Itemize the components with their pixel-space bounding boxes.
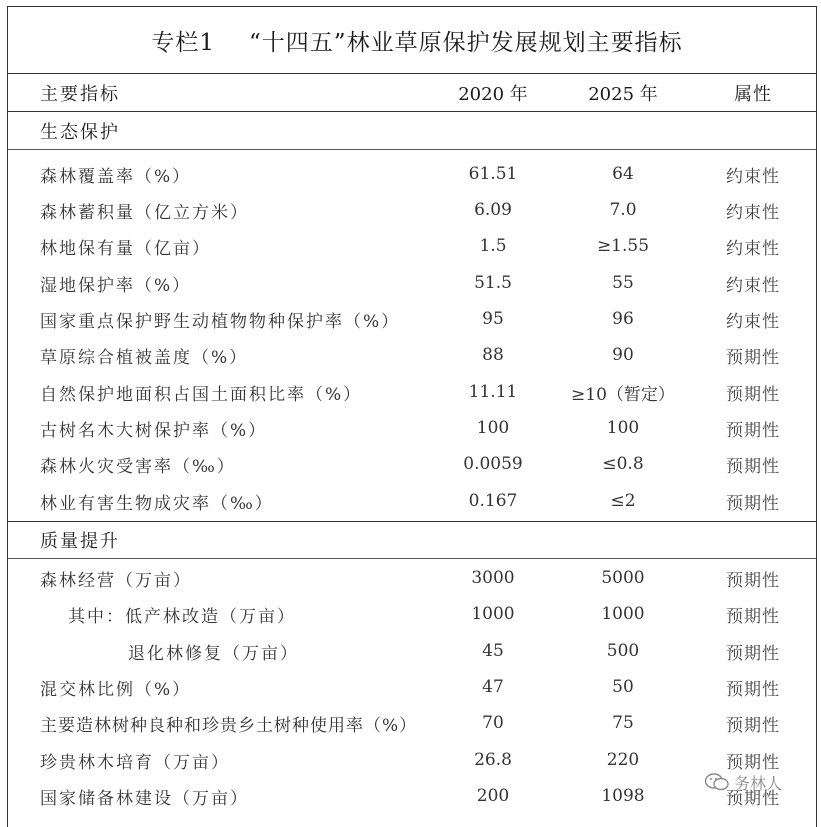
attribute-cell: 约束性 <box>726 311 780 332</box>
value-2025-cell: 5000 <box>601 568 645 588</box>
attribute-cell: 约束性 <box>726 275 780 296</box>
value-2020-cell: 51.5 <box>474 273 512 293</box>
table-row <box>8 778 816 814</box>
value-2025-cell: 7.0 <box>609 200 637 220</box>
indicator-cell: 森林火灾受害率（‰） <box>40 456 236 477</box>
attribute-cell: 预期性 <box>726 715 780 736</box>
value-2025-cell: 500 <box>606 641 640 661</box>
value-2025-cell: 64 <box>612 164 634 184</box>
watermark <box>704 768 804 796</box>
wechat-icon <box>704 772 730 792</box>
indicator-cell: 混交林比例（%） <box>40 679 192 700</box>
table-title <box>8 7 816 74</box>
value-2025-cell: 220 <box>606 750 640 770</box>
table-row <box>8 228 816 264</box>
indicator-cell: 其中：低产林改造（万亩） <box>68 606 296 627</box>
attribute-cell: 约束性 <box>726 238 780 259</box>
attribute-cell: 预期性 <box>726 752 780 773</box>
header-2020: 2020 年 <box>458 84 528 105</box>
table-row <box>8 337 816 373</box>
table-row <box>8 301 816 337</box>
indicator-cell: 国家重点保护野生动植物物种保护率（%） <box>40 311 401 332</box>
table-row <box>8 669 816 705</box>
attribute-cell: 预期性 <box>726 420 780 441</box>
attribute-cell: 预期性 <box>726 606 780 627</box>
table-row <box>8 560 816 596</box>
value-2020-cell: 47 <box>482 677 504 697</box>
table-row <box>8 410 816 446</box>
attribute-cell: 预期性 <box>726 493 780 514</box>
indicator-cell: 珍贵林木培育（万亩） <box>40 752 230 773</box>
table-row <box>8 192 816 228</box>
title-text: “十四五”林业草原保护发展规划主要指标 <box>249 29 683 56</box>
value-2020-cell: 200 <box>476 786 510 806</box>
value-2025-cell: 55 <box>612 273 634 293</box>
table-row <box>8 446 816 482</box>
section-title: 质量提升 <box>40 531 120 552</box>
value-2025-cell: ≥1.55 <box>596 236 650 256</box>
value-2025-cell: ≤2 <box>610 491 636 511</box>
table-frame <box>7 6 817 827</box>
value-2020-cell: 1.5 <box>479 236 507 256</box>
section-title: 生态保护 <box>40 122 120 143</box>
table-row <box>8 742 816 778</box>
header-2025: 2025 年 <box>588 84 658 105</box>
value-2020-cell: 0.0059 <box>463 454 523 474</box>
value-2025-cell: ≥10（暂定） <box>571 384 675 405</box>
indicator-cell: 林地保有量（亿亩） <box>40 238 211 259</box>
indicator-cell: 草原综合植被盖度（%） <box>40 347 249 368</box>
attribute-cell: 预期性 <box>726 570 780 591</box>
value-2025-cell: ≤0.8 <box>602 454 644 474</box>
indicator-cell: 自然保护地面积占国土面积比率（%） <box>40 384 363 405</box>
indicator-cell: 古树名木大树保护率（%） <box>40 420 268 441</box>
value-2020-cell: 6.09 <box>474 200 512 220</box>
header-attribute: 属性 <box>734 84 772 105</box>
section-header <box>8 113 816 150</box>
value-2025-cell: 1000 <box>601 604 645 624</box>
table-row <box>8 596 816 632</box>
value-2020-cell: 11.11 <box>468 382 518 402</box>
value-2020-cell: 100 <box>476 418 510 438</box>
indicator-cell: 森林蓄积量（亿立方米） <box>40 202 249 223</box>
indicator-cell: 森林覆盖率（%） <box>40 166 192 187</box>
header-row <box>8 75 816 112</box>
value-2020-cell: 3000 <box>471 568 515 588</box>
value-2025-cell: 1098 <box>601 786 645 806</box>
section-header <box>8 521 816 559</box>
table-row <box>8 374 816 410</box>
indicator-cell: 森林经营（万亩） <box>40 570 192 591</box>
table-row <box>8 633 816 669</box>
value-2020-cell: 1000 <box>471 604 515 624</box>
attribute-cell: 预期性 <box>726 347 780 368</box>
attribute-cell: 预期性 <box>726 384 780 405</box>
value-2025-cell: 90 <box>612 345 634 365</box>
value-2020-cell: 95 <box>482 309 504 329</box>
header-indicator: 主要指标 <box>40 84 120 105</box>
table-row <box>8 156 816 192</box>
attribute-cell: 预期性 <box>726 679 780 700</box>
value-2020-cell: 26.8 <box>474 750 512 770</box>
attribute-cell: 约束性 <box>726 202 780 223</box>
value-2025-cell: 50 <box>612 677 634 697</box>
attribute-cell: 约束性 <box>726 166 780 187</box>
value-2020-cell: 0.167 <box>468 491 518 511</box>
column-label: 专栏1 <box>151 29 216 56</box>
indicator-cell: 退化林修复（万亩） <box>128 643 299 664</box>
value-2020-cell: 61.51 <box>468 164 518 184</box>
value-2025-cell: 75 <box>612 713 634 733</box>
indicator-cell: 林业有害生物成灾率（‰） <box>40 493 274 514</box>
watermark-text: 务林人 <box>734 773 783 793</box>
attribute-cell: 预期性 <box>726 643 780 664</box>
value-2025-cell: 100 <box>606 418 640 438</box>
value-2020-cell: 88 <box>482 345 504 365</box>
attribute-cell: 预期性 <box>726 456 780 477</box>
attribute-cell: 预期性 <box>726 788 780 809</box>
indicator-cell: 湿地保护率（%） <box>40 275 192 296</box>
value-2020-cell: 70 <box>482 713 504 733</box>
table-row <box>8 705 816 741</box>
table-row <box>8 265 816 301</box>
table-row <box>8 483 816 519</box>
value-2025-cell: 96 <box>612 309 634 329</box>
value-2020-cell: 45 <box>482 641 504 661</box>
indicator-cell: 国家储备林建设（万亩） <box>40 788 249 809</box>
indicator-cell: 主要造林树种良种和珍贵乡土树种使用率（%） <box>40 715 418 736</box>
